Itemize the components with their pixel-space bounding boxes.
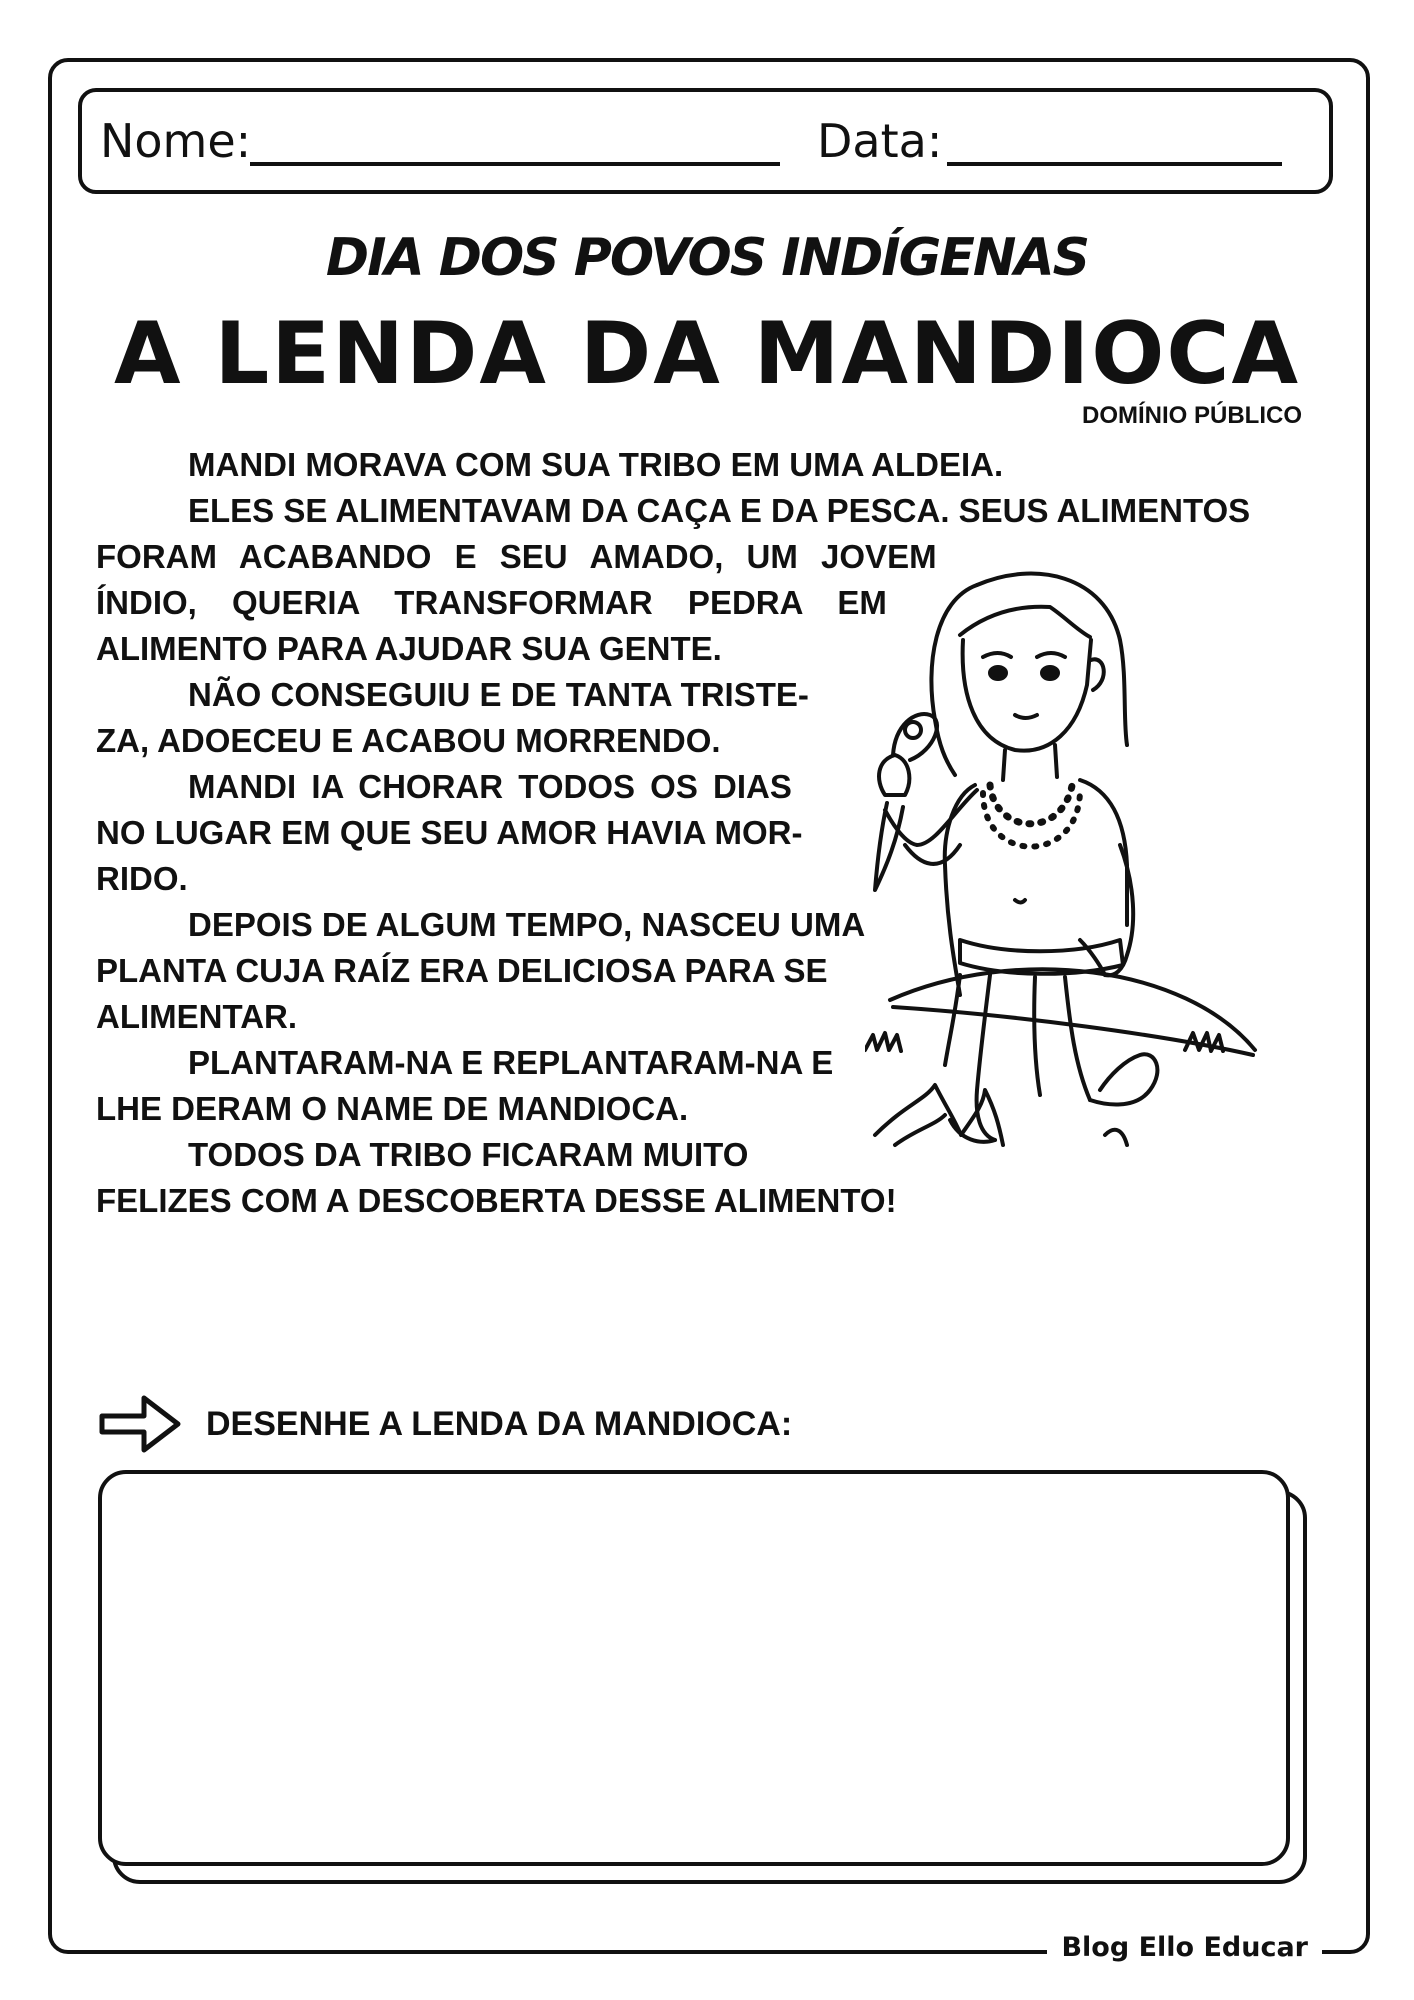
footer-credit: Blog Ello Educar (1047, 1932, 1322, 1963)
foot (1090, 1054, 1157, 1104)
hair-right (977, 574, 1127, 745)
story-line: LHE DERAM O NAME DE MANDIOCA. (96, 1090, 689, 1127)
story-line: ALIMENTAR. (96, 998, 298, 1035)
hair-left (931, 585, 977, 775)
right-leg (1065, 977, 1090, 1100)
story-line: MANDI MORAVA COM SUA TRIBO EM UMA ALDEIA. (188, 446, 1004, 483)
story-line: PLANTARAM-NA E REPLANTARAM-NA E (188, 1044, 834, 1081)
story-line: FELIZES COM A DESCOBERTA DESSE ALIMENTO! (96, 1182, 897, 1219)
page-title: A LENDA DA MANDIOCA (113, 304, 1301, 404)
grass-tuft-left (865, 1033, 901, 1051)
story-line: ELES SE ALIMENTAVAM DA CAÇA E DA PESCA. SEUS ALIMENTOS (188, 492, 1251, 529)
hand (879, 755, 909, 795)
activity-label: DESENHE A LENDA DA MANDIOCA: (206, 1404, 793, 1443)
story-line: ÍNDIO, QUERIA TRANSFORMAR PEDRA EM (96, 584, 887, 621)
story-line: PLANTA CUJA RAÍZ ERA DELICIOSA PARA SE (96, 952, 828, 989)
story-line: ALIMENTO PARA AJUDAR SUA GENTE. (96, 630, 722, 667)
drawing-area[interactable] (98, 1470, 1290, 1866)
date-field[interactable] (947, 162, 1282, 166)
torso-right (1080, 780, 1127, 925)
grass-patch (875, 1085, 1003, 1145)
page-subtitle: DIA DOS POVOS INDÍGENAS (325, 228, 1089, 288)
story-line: TODOS DA TRIBO FICARAM MUITO (188, 1136, 749, 1173)
right-eye (1042, 667, 1058, 679)
story-line: MANDI IA CHORAR TODOS OS DIAS (188, 768, 792, 805)
indigenous-girl-illustration (865, 545, 1325, 1165)
story-line: ZA, ADOECEU E ACABOU MORRENDO. (96, 722, 721, 759)
story-line: RIDO. (96, 860, 188, 897)
name-field[interactable] (250, 162, 780, 166)
activity-heading (98, 1392, 792, 1456)
left-leg (977, 975, 995, 1140)
necklace (990, 780, 1073, 824)
left-arm (885, 790, 977, 845)
story-line: NO LUGAR EM QUE SEU AMOR HAVIA MOR- (96, 814, 803, 851)
source-note: DOMÍNIO PÚBLICO (1082, 402, 1302, 429)
story-line: NÃO CONSEGUIU E DE TANTA TRISTE- (188, 676, 809, 713)
name-date-box (78, 88, 1333, 194)
left-eye (990, 667, 1006, 679)
arrow-right-icon (98, 1392, 182, 1456)
story-line: DEPOIS DE ALGUM TEMPO, NASCEU UMA (188, 906, 866, 943)
name-label: Nome: (100, 114, 252, 168)
date-label: Data: (817, 114, 943, 168)
story-line: FORAM ACABANDO E SEU AMADO, UM JOVEM (96, 538, 937, 575)
